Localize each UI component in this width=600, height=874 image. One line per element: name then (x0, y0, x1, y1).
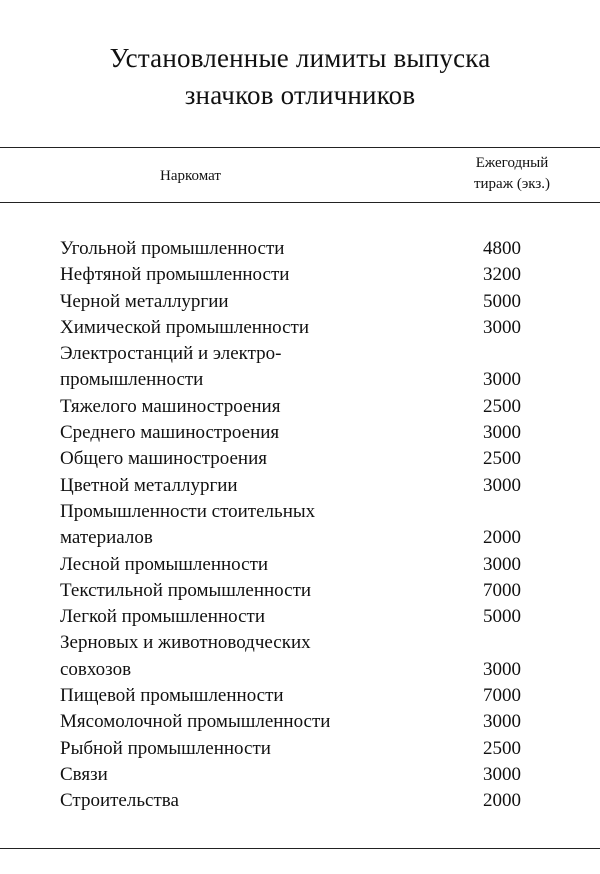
annual-copies-value: 2500 (483, 737, 521, 759)
annual-copies-value: 3000 (483, 763, 521, 785)
annual-copies-value: 3000 (483, 369, 521, 391)
commissariat-name-line: Пищевой промышленности (60, 685, 284, 707)
commissariat-name (60, 630, 470, 683)
annual-copies-value: 5000 (483, 606, 521, 628)
commissariat-name-line: Мясомолочной промышленности (60, 711, 331, 733)
commissariat-name (60, 394, 470, 420)
commissariat-name-line: Нефтяной промышленности (60, 264, 290, 286)
commissariat-name (60, 341, 470, 394)
column-header-annual-copies (460, 153, 564, 195)
table-row (60, 630, 560, 683)
commissariat-name (60, 788, 470, 814)
annual-copies-value: 2500 (483, 395, 521, 417)
annual-copies-value: 3000 (483, 711, 521, 733)
annual-copies-value: 3000 (483, 553, 521, 575)
table-row (60, 394, 560, 420)
annual-copies-value: 2500 (483, 448, 521, 470)
commissariat-name-line: Тяжелого машиностроения (60, 395, 281, 417)
commissariat-name-line: Угольной промышленности (60, 238, 285, 259)
commissariat-name-line: Лесной промышленности (60, 553, 269, 575)
table-row (60, 578, 560, 604)
table-row (60, 289, 560, 315)
commissariat-name (60, 315, 470, 341)
annual-copies-value: 2000 (483, 790, 521, 812)
table-row (60, 552, 560, 578)
commissariat-name (60, 499, 470, 552)
table-top-rule (0, 147, 600, 148)
commissariat-name (60, 709, 470, 735)
column-header-annual-copies-line-2: тираж (экз.) (473, 176, 551, 192)
commissariat-name-line: Промышленности стоительных (60, 500, 316, 522)
commissariat-name-line: совхозов (60, 658, 132, 680)
annual-copies-value: 3000 (483, 658, 521, 680)
table-row (60, 236, 560, 262)
table-row (60, 709, 560, 735)
table-row (60, 604, 560, 630)
commissariat-name-line: Связи (60, 763, 108, 785)
page-title (0, 40, 600, 114)
table-row (60, 499, 560, 552)
table-row (60, 420, 560, 446)
commissariat-name-line: Химической промышленности (60, 316, 310, 338)
title-line-1: Установленные лимиты выпуска (109, 43, 491, 73)
commissariat-name (60, 762, 470, 788)
table-row (60, 788, 560, 814)
title-line-2: значков отличников (184, 80, 416, 110)
commissariat-name (60, 578, 470, 604)
annual-copies-value: 3000 (483, 316, 521, 338)
commissariat-name-line: Цветной металлургии (60, 474, 238, 496)
table-row (60, 446, 560, 472)
commissariat-name-line: Зерновых и животноводческих (60, 632, 311, 654)
commissariat-name-line: Среднего машиностроения (60, 422, 280, 444)
table-row (60, 683, 560, 709)
annual-copies-value: 3200 (483, 264, 521, 286)
commissariat-name (60, 736, 470, 762)
annual-copies-value: 3000 (483, 474, 521, 496)
table-header-rule (0, 202, 600, 203)
commissariat-name-line: Рыбной промышленности (60, 737, 271, 759)
table-row (60, 473, 560, 499)
commissariat-name (60, 683, 470, 709)
commissariat-name-line: Легкой промышленности (60, 606, 266, 628)
commissariat-name-line: Текстильной промышленности (60, 579, 312, 601)
commissariat-name (60, 552, 470, 578)
commissariat-name-line: промышленности (60, 369, 204, 391)
table-row (60, 736, 560, 762)
commissariat-name (60, 262, 470, 288)
commissariat-name (60, 420, 470, 446)
annual-copies-value: 5000 (483, 290, 521, 312)
table-row (60, 315, 560, 341)
column-header-annual-copies-line-1: Ежегодный (475, 155, 549, 171)
commissariat-name-line: Черной металлургии (60, 290, 229, 312)
commissariat-name-line: Электростанций и электро- (60, 343, 282, 365)
commissariat-name-line: материалов (60, 527, 153, 549)
annual-copies-value: 4800 (483, 238, 521, 259)
column-header-commissariat: Наркомат (160, 168, 221, 184)
annual-copies-value: 2000 (483, 527, 521, 549)
commissariat-name-line: Общего машиностроения (60, 448, 267, 470)
commissariat-name (60, 446, 470, 472)
table-bottom-rule (0, 848, 600, 849)
table-row (60, 762, 560, 788)
annual-copies-value: 7000 (483, 685, 521, 707)
commissariat-name (60, 289, 470, 315)
annual-copies-value: 3000 (483, 422, 521, 444)
commissariat-name-line: Строительства (60, 790, 179, 812)
table-row (60, 262, 560, 288)
table-body (60, 236, 560, 815)
commissariat-name (60, 473, 470, 499)
commissariat-name (60, 604, 470, 630)
commissariat-name (60, 236, 470, 262)
annual-copies-value: 7000 (483, 579, 521, 601)
table-row (60, 341, 560, 394)
